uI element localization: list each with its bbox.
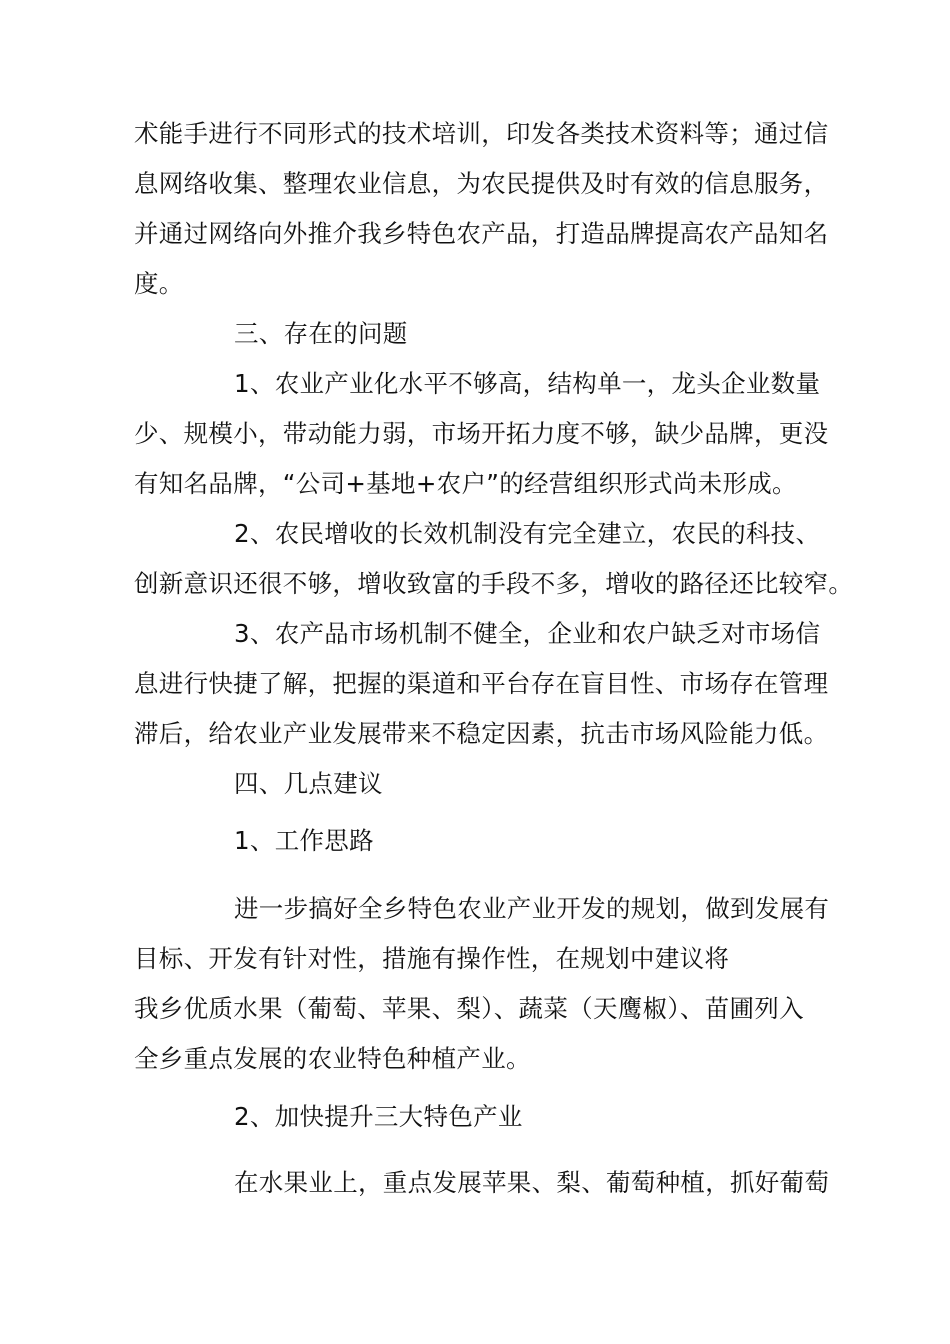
problem-1-line-2: 少、规模小，带动能力弱，市场开拓力度不够，缺少品牌，更没 [134, 419, 829, 448]
body-line-2: 息网络收集、整理农业信息，为农民提供及时有效的信息服务， [134, 169, 829, 198]
body-line-3: 并通过网络向外推介我乡特色农产品，打造品牌提高农产品知名 [134, 219, 829, 248]
fruit-industry-line-1: 在水果业上，重点发展苹果、梨、葡萄种植，抓好葡萄 [234, 1168, 830, 1197]
approach-line-1: 进一步搞好全乡特色农业产业开发的规划，做到发展有 [234, 894, 830, 923]
approach-line-2: 目标、开发有针对性，措施有操作性，在规划中建议将 [134, 944, 730, 973]
problem-3-line-1: 3、农产品市场机制不健全，企业和农户缺乏对市场信 [234, 619, 821, 648]
problem-1-line-1: 1、农业产业化水平不够高，结构单一，龙头企业数量 [234, 369, 821, 398]
approach-line-3: 我乡优质水果（葡萄、苹果、梨）、蔬菜（天鹰椒）、苗圃列入 [134, 994, 804, 1023]
section-heading-problems: 三、存在的问题 [234, 319, 408, 348]
body-line-1: 术能手进行不同形式的技术培训，印发各类技术资料等；通过信 [134, 119, 829, 148]
section-heading-suggestions: 四、几点建议 [234, 769, 383, 798]
subheading-work-approach: 1、工作思路 [234, 826, 374, 855]
problem-3-line-2: 息进行快捷了解，把握的渠道和平台存在盲目性、市场存在管理 [134, 669, 829, 698]
problem-1-line-3: 有知名品牌，“公司+基地+农户”的经营组织形式尚未形成。 [134, 469, 797, 498]
body-line-4: 度。 [134, 269, 184, 298]
problem-3-line-3: 滞后，给农业产业发展带来不稳定因素，抗击市场风险能力低。 [134, 719, 829, 748]
subheading-three-industries: 2、加快提升三大特色产业 [234, 1102, 523, 1131]
approach-line-4: 全乡重点发展的农业特色种植产业。 [134, 1044, 531, 1073]
problem-2-line-2: 创新意识还很不够，增收致富的手段不多，增收的路径还比较窄。 [134, 569, 854, 598]
problem-2-line-1: 2、农民增收的长效机制没有完全建立，农民的科技、 [234, 519, 821, 548]
